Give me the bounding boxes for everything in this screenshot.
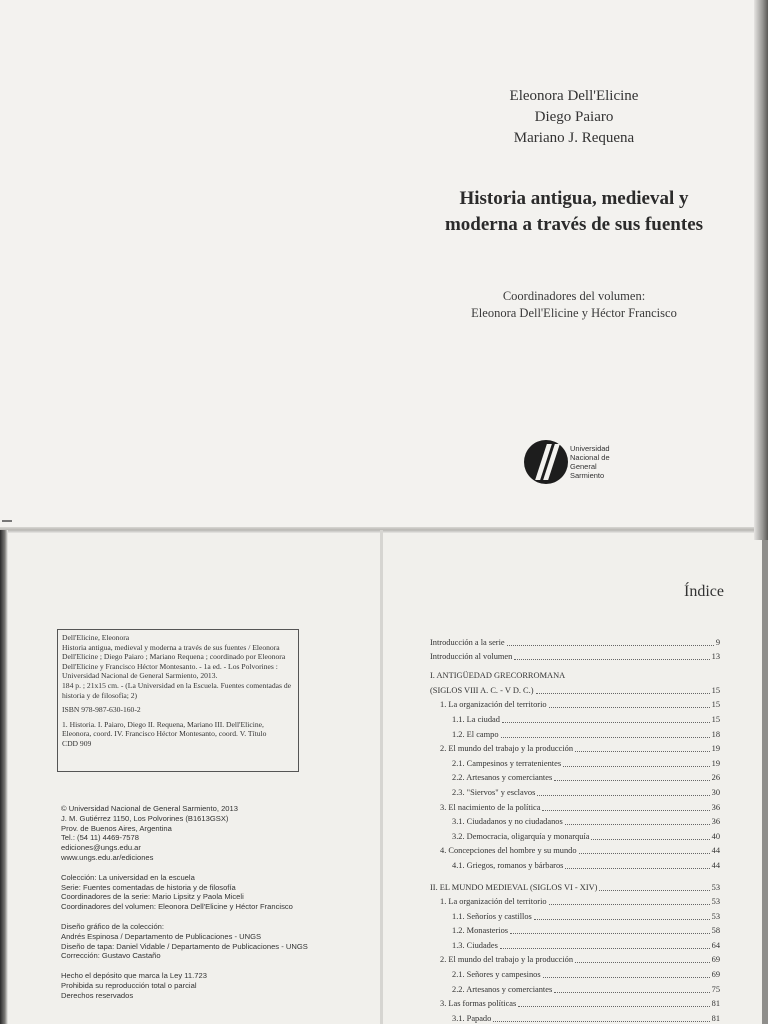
toc-section-heading[interactable]: I. ANTIGÜEDAD GRECORROMANA [430,671,566,681]
toc-entry[interactable]: 4. Concepciones del hombre y su mundo 44 [440,846,720,856]
catalog-cdd: CDD 909 [62,738,92,748]
scan-edge-right-lower [762,540,768,1024]
book-title [380,186,768,238]
toc-entry[interactable]: 2. El mundo del trabajo y la producción 19 [440,744,720,754]
author-list [380,86,768,149]
book-title-line: moderna a través de sus fuentes [444,214,704,235]
toc-entry[interactable]: 1.2. El campo 18 [452,729,720,739]
toc-section-range[interactable]: (SIGLOS VIII A. C. - V D. C.) 15 [430,685,720,695]
toc-entry[interactable]: 2.3. "Siervos" y esclavos 30 [452,787,720,797]
book-spine [380,530,383,1024]
scan-edge-right [754,0,768,540]
author-name: Diego Paiaro [534,109,614,125]
toc-section-heading[interactable]: II. EL MUNDO MEDIEVAL (SIGLOS VI - XIV) 53 [430,882,720,892]
catalog-body: Historia antigua, medieval y moderna a través de sus fuentes / Eleonora Dell'Elicine ; Diego Paiaro ; Mariano Requena ; coordinado por Eleonora Dell'Elicine y Francisco Héctor Montesanto. - 1a ed. - Los Polvorines : Universidad Nacional de General Sarmiento, 2013. [62,642,286,681]
toc-entry[interactable]: 3. El nacimiento de la política 36 [440,802,720,812]
toc-entry[interactable]: Introducción a la serie 9 [430,637,720,647]
toc-entry[interactable]: 4.1. Griegos, romanos y bárbaros 44 [452,860,720,870]
logo-text: Universidad Nacional de General Sarmiento [570,444,610,480]
toc-entry[interactable]: 3.2. Democracia, oligarquía y monarquía 40 [452,831,720,841]
coordinators-names: Eleonora Dell'Elicine y Héctor Francisco [471,306,677,320]
toc-entry[interactable]: 1.1. La ciudad 15 [452,714,720,724]
toc-entry[interactable]: 2.2. Artesanos y comerciantes 75 [452,984,720,994]
scan-mark [2,520,12,522]
toc-entry[interactable]: 2.1. Campesinos y terratenientes 19 [452,758,720,768]
book-title-line: Historia antigua, medieval y [459,188,689,209]
university-logo [524,440,684,490]
toc-entry[interactable]: 1.1. Señoríos y castillos 53 [452,911,720,921]
toc-entry[interactable]: 3.1. Ciudadanos y no ciudadanos 36 [452,817,720,827]
catalog-author: Dell'Elicine, Eleonora [62,633,130,642]
toc-entry[interactable]: Introducción al volumen 13 [430,652,720,662]
toc-entry[interactable]: 3. Las formas políticas 81 [440,999,720,1009]
catalog-subjects: 1. Historia. I. Paiaro, Diego II. Requena, Mariano III. Dell'Elicine, Eleonora, coord. IV. Francisco Héctor Montesanto, coord. V. Título [62,719,267,739]
coordinators-label: Coordinadores del volumen: [502,289,646,303]
toc-entry[interactable]: 1.3. Ciudades 64 [452,940,720,950]
author-name: Eleonora Dell'Elicine [509,88,639,104]
toc-entry[interactable]: 2.2. Artesanos y comerciantes 26 [452,773,720,783]
toc-entry[interactable]: 1. La organización del territorio 15 [440,700,720,710]
logo-emblem-icon [524,440,568,484]
imprint [61,804,361,1011]
toc-section [430,878,720,1024]
catalog-pages: 184 p. ; 21x15 cm. - (La Universidad en la Escuela. Fuentes comentadas de historia y de filosofía; 2) [62,680,292,700]
toc-entry[interactable]: 2. El mundo del trabajo y la producción 69 [440,955,720,965]
toc-entry[interactable]: 3.1. Papado 81 [452,1013,720,1023]
toc-section [430,669,720,871]
table-of-contents [430,633,720,1024]
catalog-record [57,629,299,772]
imprint-design: Diseño gráfico de la colección: Andrés Espinosa / Departamento de Publicaciones - UNGS Diseño de tapa: Daniel Vidable / Departamento de Publicaciones - UNGS Corrección: Gustavo Castaño [61,921,308,961]
index-title: Índice [684,583,724,600]
volume-coordinators [380,288,768,322]
scan-edge-left [0,530,8,1024]
toc-entry[interactable]: 2.1. Señores y campesinos 69 [452,970,720,980]
catalog-isbn: ISBN 978-987-630-160-2 [62,705,141,715]
toc-entry[interactable]: 1. La organización del territorio 53 [440,897,720,907]
imprint-legal: Hecho el depósito que marca la Ley 11.723 Prohibida su reproducción total o parcial Derechos reservados [61,971,207,1000]
author-name: Mariano J. Requena [513,130,635,146]
imprint-collection: Colección: La universidad en la escuela Serie: Fuentes comentadas de historia y de filosofía Coordinadores de la serie: Mario Lipsitz y Paola Miceli Coordinadores del volumen: Eleonora Dell'Elicine y Héctor Francisco [61,872,293,912]
imprint-copyright: © Universidad Nacional de General Sarmiento, 2013 J. M. Gutiérrez 1150, Los Polvorines (B1613GSX) Prov. de Buenos Aires, Argentina Tel.: (54 11) 4469-7578 ediciones@ungs.edu.ar www.ungs.edu.ar/ediciones [61,804,238,862]
toc-entry[interactable]: 1.2. Monasterios 58 [452,926,720,936]
page-fold [0,527,768,533]
